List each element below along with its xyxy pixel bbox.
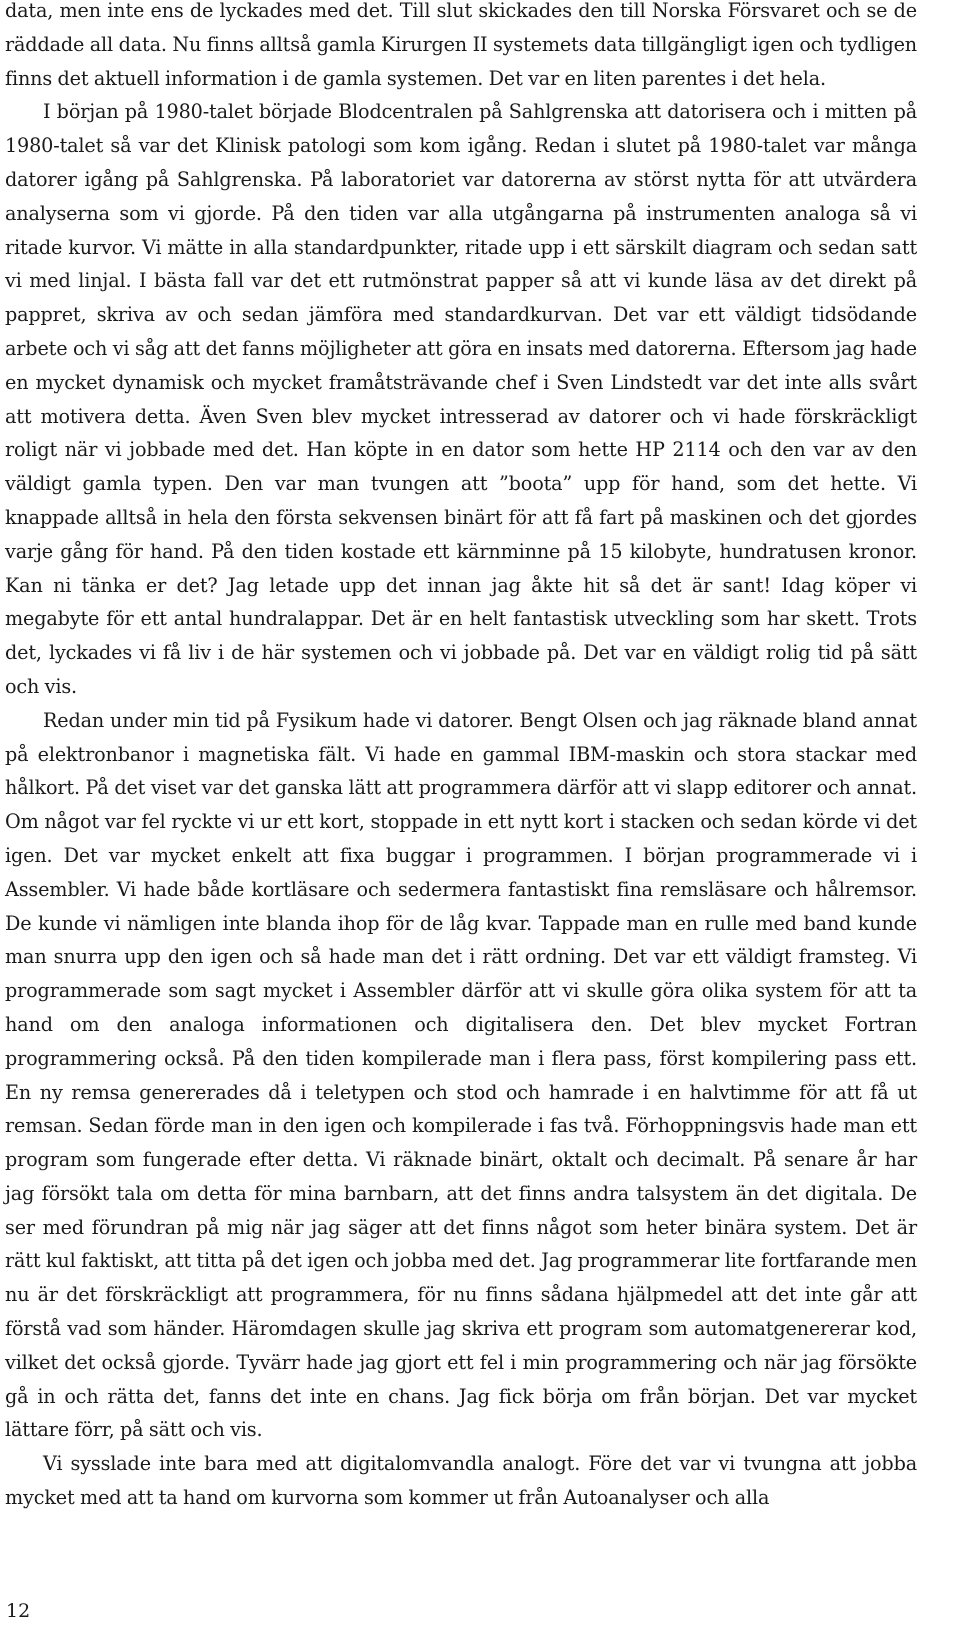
body-text bbox=[5, 0, 917, 1515]
paragraph: data, men inte ens de lyckades med det. Till slut skickades den till Norska Försvaret och se de räddade all data. Nu finns alltså gamla Kirurgen II systemets data tillgängligt igen och tydligen finns det aktuell information i de gamla systemen. Det var en liten parentes i det hela. bbox=[5, 0, 917, 90]
paragraph: I början på 1980-talet började Blodcentralen på Sahlgrenska att datorisera och i mitten på 1980-talet så var det Klinisk patologi som kom igång. Redan i slutet på 1980-talet var många datorer igång på Sahlgrenska. På laboratoriet var datorerna av störst nytta för att utvärdera analyserna som vi gjorde. På den tiden var alla utgångarna på instrumenten analoga så vi ritade kurvor. Vi mätte in alla standardpunkter, ritade upp i ett särskilt diagram och sedan satt vi med linjal. I bästa fall var det ett rutmönstrat papper så att vi kunde läsa av det direkt på pappret, skriva av och sedan jämföra med standardkurvan. Det var ett väldigt tidsödande arbete och vi såg att det fanns möjligheter att göra en insats med datorerna. Eftersom jag hade en mycket dynamisk och mycket framåtsträvande chef i Sven Lindstedt var det inte alls svårt att motivera detta. Även Sven blev mycket intresserad av datorer och vi hade förskräckligt roligt när vi jobbade med det. Han köpte in en dator som hette HP 2114 och den var av den väldigt gamla typen. Den var man tvungen att ”boota” upp för hand, som det hette. Vi knappade alltså in hela den första sekvensen binärt för att få fart på maskinen och det gjordes varje gång för hand. På den tiden kostade ett kärnminne på 15 kilobyte, hundratusen kronor. Kan ni tänka er det? Jag letade upp det innan jag åkte hit så det är sant! Idag köper vi megabyte för ett antal hundralappar. Det är en helt fantastisk utveckling som har skett. Trots det, lyckades vi få liv i de här systemen och vi jobbade på. Det var en väldigt rolig tid på sätt och vis. bbox=[5, 100, 917, 698]
paragraph: Redan under min tid på Fysikum hade vi datorer. Bengt Olsen och jag räknade bland annat på elektronbanor i magnetiska fält. Vi hade en gammal IBM-maskin och stora stackar med hålkort. På det viset var det ganska lätt att programmera därför att vi slapp editorer och annat. Om något var fel ryckte vi ur ett kort, stoppade in ett nytt kort i stacken och sedan körde vi det igen. Det var mycket enkelt att fixa buggar i programmen. I början programmerade vi i Assembler. Vi hade både kortläsare och sedermera fantastiskt fina remsläsare och hålremsor. De kunde vi nämligen inte blanda ihop för de låg kvar. Tappade man en rulle med band kunde man snurra upp den igen och så hade man det i rätt ordning. Det var ett väldigt framsteg. Vi programmerade som sagt mycket i Assembler därför att vi skulle göra olika system för att ta hand om den analoga informationen och digitalisera den. Det blev mycket Fortran programmering också. På den tiden kompilerade man i flera pass, först kompilering pass ett. En ny remsa genererades då i teletypen och stod och hamrade i en halvtimme för att få ut remsan. Sedan förde man in den igen och kompilerade i fas två. Förhoppningsvis hade man ett program som fungerade efter detta. Vi räknade binärt, oktalt och decimalt. På senare år har jag försökt tala om detta för mina barnbarn, att det finns andra talsystem än det digitala. De ser med förundran på mig när jag säger att det finns något som heter binära system. Det är rätt kul faktiskt, att titta på det igen och jobba med det. Jag programmerar lite fortfarande men nu är det förskräckligt att programmera, för nu finns sådana hjälpmedel att det inte går att förstå vad som händer. Häromdagen skulle jag skriva ett program som automatgenererar kod, vilket det också gjorde. Tyvärr hade jag gjort ett fel i min programmering och när jag försökte gå in och rätta det, fanns det inte en chans. Jag fick börja om från början. Det var mycket lättare förr, på sätt och vis. bbox=[5, 708, 917, 1442]
page-number: 12 bbox=[6, 1600, 31, 1622]
paragraph: Vi sysslade inte bara med att digitalomvandla analogt. Före det var vi tvungna att jobba mycket med att ta hand om kurvorna som kommer ut från Autoanalyser och alla bbox=[5, 1452, 917, 1510]
